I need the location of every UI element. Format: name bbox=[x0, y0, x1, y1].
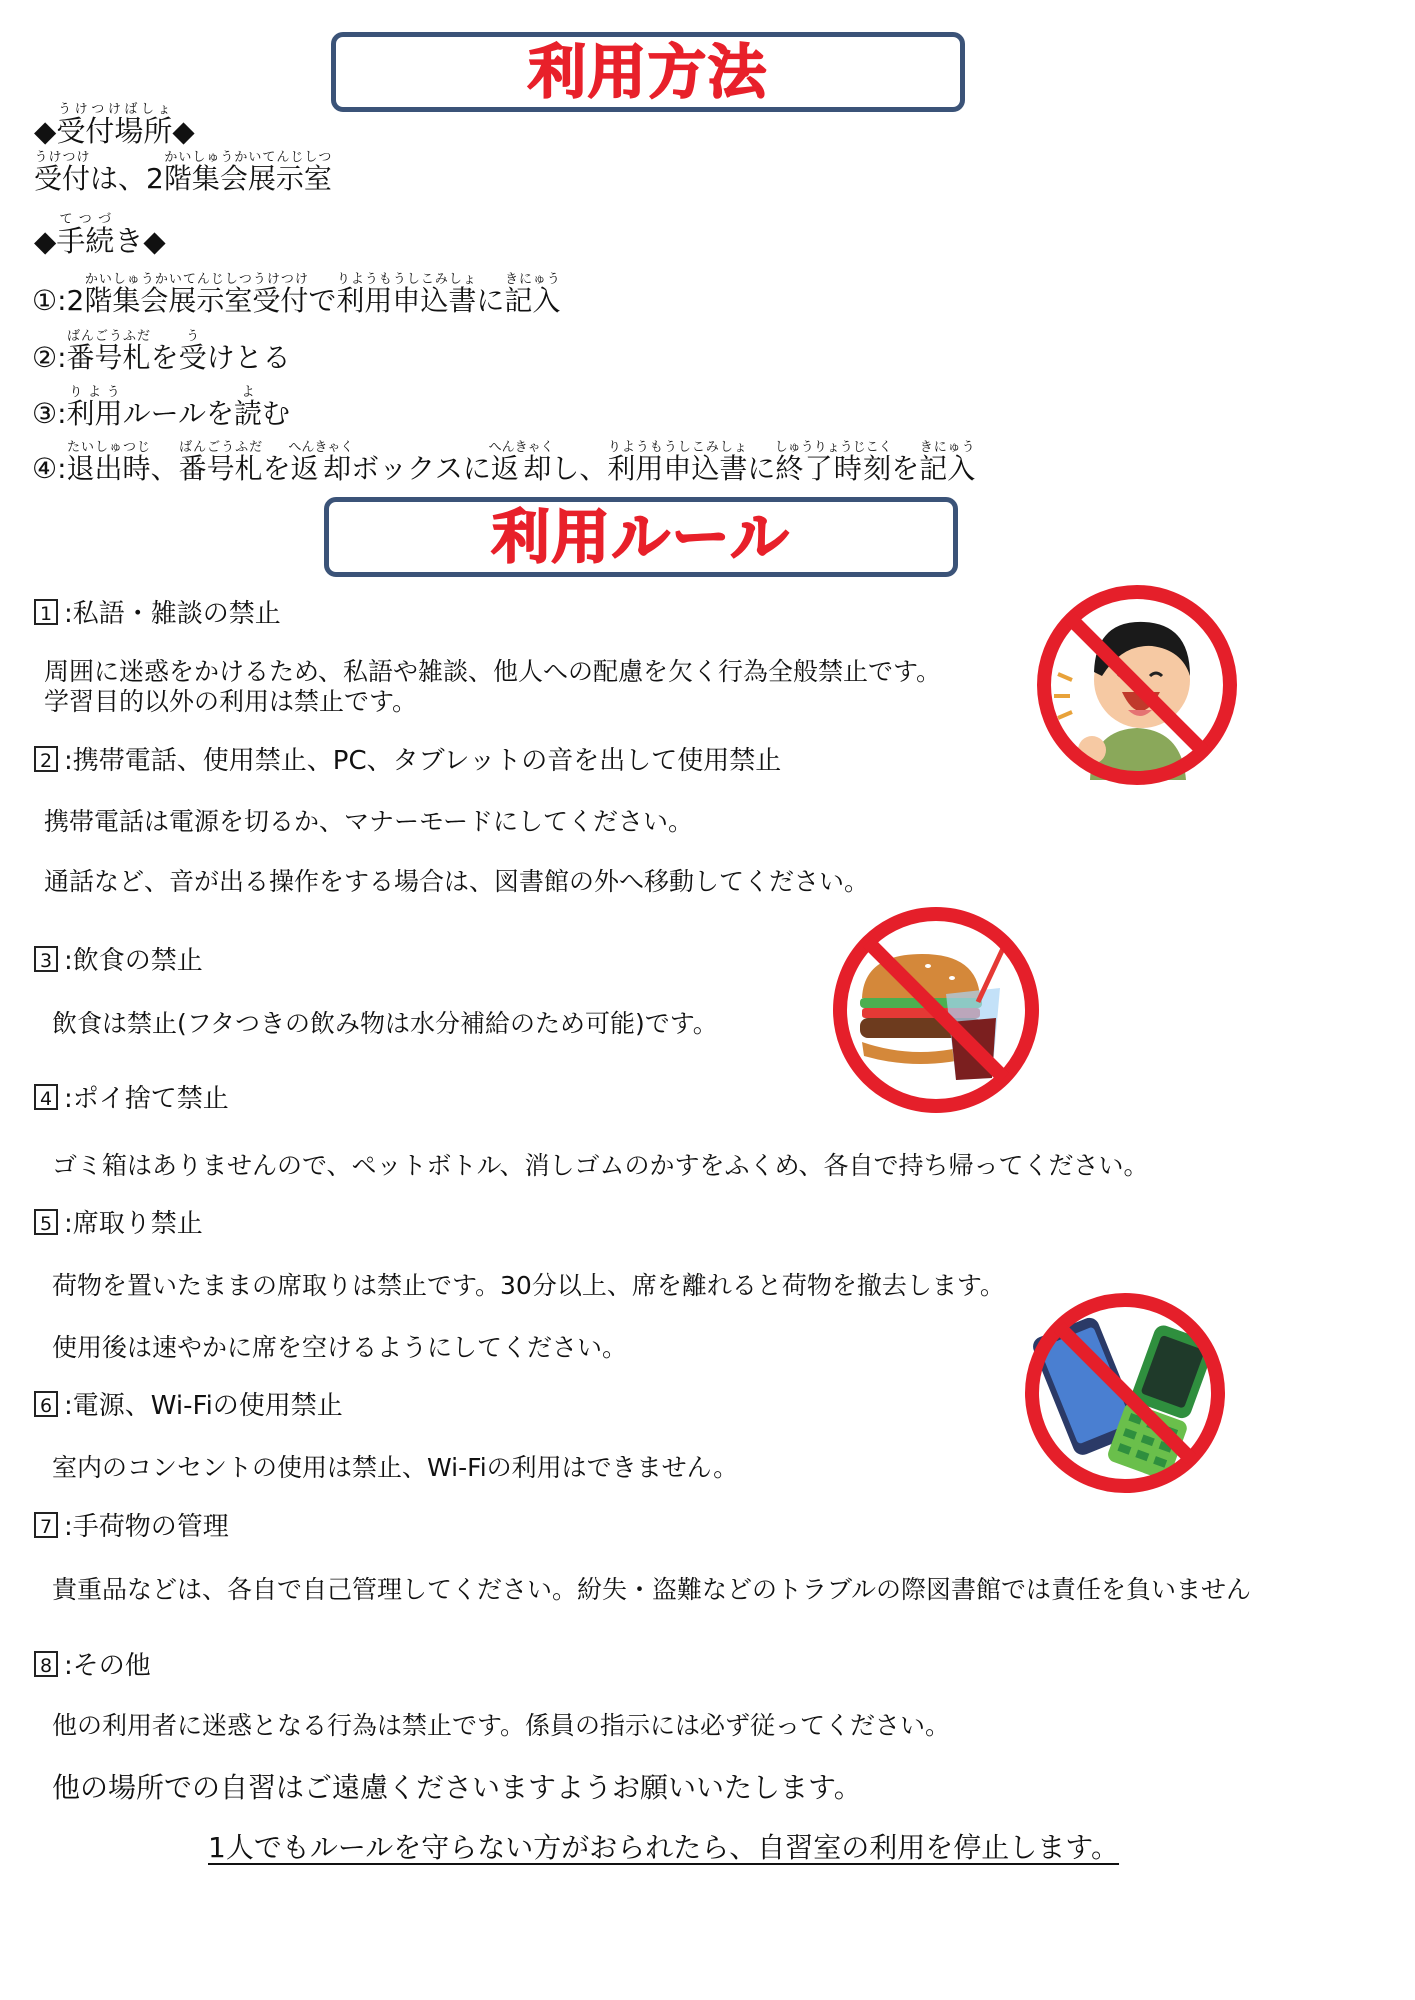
rule-number: 2 bbox=[34, 746, 58, 772]
rule-1-line-1: 周囲に迷惑をかけるため、私語や雑談、他人への配慮を欠く行為全般禁止です。 bbox=[44, 657, 942, 686]
reception-heading: ◆受付場所うけつけばしょ◆ bbox=[34, 102, 195, 148]
rule-title: :席取り禁止 bbox=[64, 1209, 203, 1239]
rule-number: 7 bbox=[34, 1512, 58, 1538]
rule-4-line-1: ゴミ箱はありませんので、ペットボトル、消しゴムのかすをふくめ、各自で持ち帰ってください。 bbox=[52, 1151, 1149, 1180]
rule-title: :電源、Wi-Fiの使用禁止 bbox=[64, 1391, 343, 1421]
rule-7-heading bbox=[34, 1506, 229, 1543]
rule-1-line-2: 学習目的以外の利用は禁止です。 bbox=[44, 687, 418, 716]
rule-number: 6 bbox=[34, 1391, 58, 1417]
no-eating-drinking-icon bbox=[828, 902, 1044, 1118]
rule-3-line-1: 飲食は禁止(フタつきの飲み物は水分補給のため可能)です。 bbox=[52, 1009, 718, 1038]
rule-number: 3 bbox=[34, 946, 58, 972]
rule-title: :手荷物の管理 bbox=[64, 1512, 229, 1542]
rule-2-line-1: 携帯電話は電源を切るか、マナーモードにしてください。 bbox=[44, 807, 694, 836]
no-phone-icon bbox=[1020, 1288, 1230, 1498]
usage-title-banner bbox=[331, 32, 965, 112]
reception-text: 受付うけつけは、2階集会展示室かいしゅうかいてんじしつ bbox=[34, 150, 332, 195]
rule-4-heading bbox=[34, 1078, 229, 1115]
rules-title: 利用ルール bbox=[491, 503, 791, 571]
usage-title: 利用方法 bbox=[527, 38, 768, 106]
rules-title-banner bbox=[324, 497, 958, 577]
rule-2-line-2: 通話など、音が出る操作をする場合は、図書館の外へ移動してください。 bbox=[44, 867, 870, 896]
rule-title: :その他 bbox=[64, 1651, 151, 1681]
step-3: ③:利用りようルールを読よむ bbox=[32, 385, 291, 430]
rule-title: :携帯電話、使用禁止、PC、タブレットの音を出して使用禁止 bbox=[64, 746, 782, 776]
rule-5-line-2: 使用後は速やかに席を空けるようにしてください。 bbox=[52, 1333, 628, 1362]
rule-3-heading bbox=[34, 940, 203, 977]
no-talking-icon bbox=[1032, 580, 1242, 790]
rule-6-line-1: 室内のコンセントの使用は禁止、Wi-Fiの利用はできません。 bbox=[52, 1453, 739, 1482]
step-1: ①:2階集会展示室受付かいしゅうかいてんじしつうけつけで利用申込書りようもうしこみしょに記入きにゅう bbox=[32, 272, 561, 317]
rule-number: 1 bbox=[34, 599, 58, 625]
rule-title: :飲食の禁止 bbox=[64, 946, 203, 976]
closing-request: 他の場所での自習はご遠慮くださいますようお願いいたします。 bbox=[52, 1771, 862, 1804]
rule-6-heading bbox=[34, 1385, 343, 1422]
rule-title: :私語・雑談の禁止 bbox=[64, 599, 281, 629]
rule-number: 4 bbox=[34, 1084, 58, 1110]
rule-8-heading bbox=[34, 1645, 151, 1682]
rule-5-line-1: 荷物を置いたままの席取りは禁止です。30分以上、席を離れると荷物を撤去します。 bbox=[52, 1271, 1005, 1300]
step-2: ②:番号札ばんごうふだを受うけとる bbox=[32, 329, 291, 374]
rule-1-heading bbox=[34, 593, 281, 630]
rule-8-line-1: 他の利用者に迷惑となる行為は禁止です。係員の指示には必ず従ってください。 bbox=[52, 1711, 951, 1740]
rule-number: 5 bbox=[34, 1209, 58, 1235]
procedure-heading: ◆手続てつづき◆ bbox=[34, 212, 166, 258]
rule-number: 8 bbox=[34, 1651, 58, 1677]
rule-7-line-1: 貴重品などは、各自で自己管理してください。紛失・盗難などのトラブルの際図書館では責任を負いません bbox=[52, 1575, 1252, 1604]
rule-title: :ポイ捨て禁止 bbox=[64, 1084, 229, 1114]
rule-2-heading bbox=[34, 740, 781, 777]
rule-5-heading bbox=[34, 1203, 203, 1240]
step-4: ④:退出時たいしゅつじ、番号札ばんごうふだを返却へんきゃくボックスに返却へんきゃくし、利用申込書りようもうしこみしょに終了時刻しゅうりょうじこくを記入きにゅう bbox=[32, 440, 976, 485]
final-notice: 1人でもルールを守らない方がおられたら、自習室の利用を停止します。 bbox=[208, 1831, 1120, 1864]
